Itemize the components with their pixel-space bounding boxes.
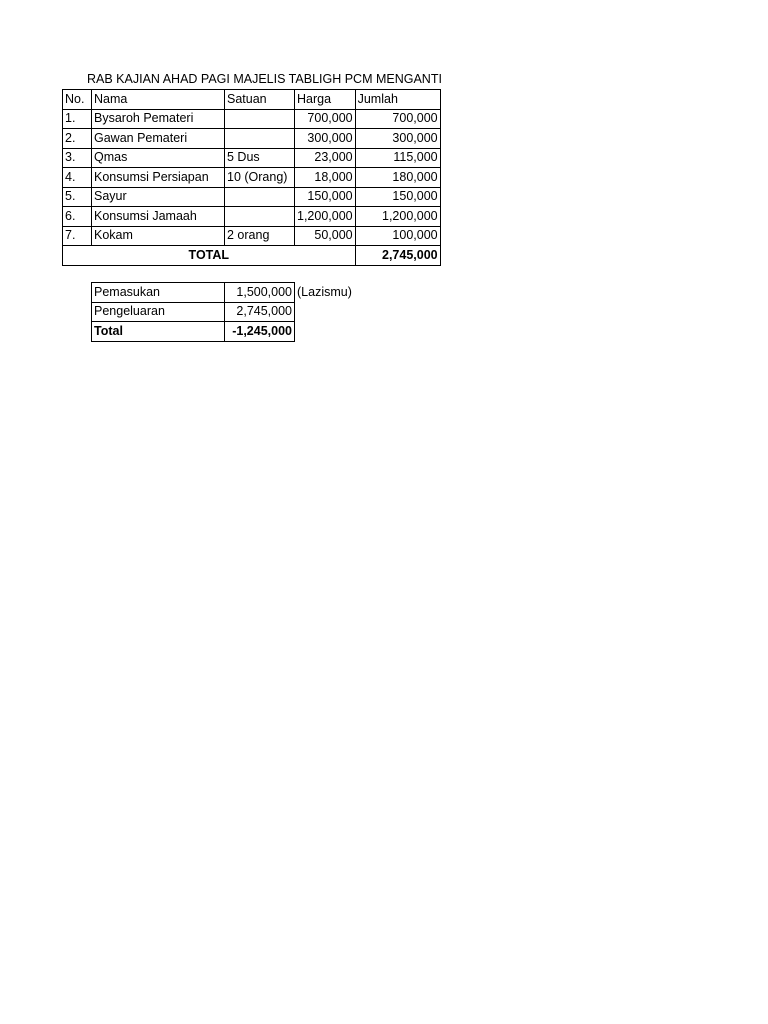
- income-value[interactable]: 1,500,000: [225, 283, 295, 303]
- cell-nama[interactable]: Sayur: [92, 187, 225, 207]
- header-satuan[interactable]: Satuan: [225, 90, 295, 110]
- cell-satuan[interactable]: 10 (Orang): [225, 168, 295, 188]
- cell-satuan[interactable]: [225, 129, 295, 149]
- cell-nama[interactable]: Kokam: [92, 226, 225, 246]
- cell-harga[interactable]: 18,000: [295, 168, 356, 188]
- cell-harga[interactable]: 700,000: [295, 109, 356, 129]
- summary-row-income: [92, 283, 295, 303]
- summary-total-value[interactable]: -1,245,000: [225, 322, 295, 342]
- cell-satuan[interactable]: [225, 187, 295, 207]
- cell-jumlah[interactable]: 100,000: [355, 226, 440, 246]
- total-row: [63, 246, 441, 266]
- cell-no[interactable]: 2.: [63, 129, 92, 149]
- total-value[interactable]: 2,745,000: [355, 246, 440, 266]
- header-jumlah[interactable]: Jumlah: [355, 90, 440, 110]
- cell-harga[interactable]: 50,000: [295, 226, 356, 246]
- cell-satuan[interactable]: 2 orang: [225, 226, 295, 246]
- table-row: [63, 148, 441, 168]
- table-row: [63, 226, 441, 246]
- budget-table: [62, 89, 441, 266]
- cell-nama[interactable]: Qmas: [92, 148, 225, 168]
- cell-no[interactable]: 3.: [63, 148, 92, 168]
- table-header-row: [63, 90, 441, 110]
- cell-no[interactable]: 1.: [63, 109, 92, 129]
- cell-harga[interactable]: 1,200,000: [295, 207, 356, 227]
- summary-row-expense: [92, 302, 295, 322]
- cell-nama[interactable]: Bysaroh Pemateri: [92, 109, 225, 129]
- cell-no[interactable]: 5.: [63, 187, 92, 207]
- cell-jumlah[interactable]: 180,000: [355, 168, 440, 188]
- expense-label[interactable]: Pengeluaran: [92, 302, 225, 322]
- cell-jumlah[interactable]: 150,000: [355, 187, 440, 207]
- table-row: [63, 207, 441, 227]
- total-label[interactable]: TOTAL: [63, 246, 356, 266]
- cell-nama[interactable]: Konsumsi Jamaah: [92, 207, 225, 227]
- header-no[interactable]: No.: [63, 90, 92, 110]
- table-row: [63, 168, 441, 188]
- sheet-title: RAB KAJIAN AHAD PAGI MAJELIS TABLIGH PCM MENGANTI: [87, 72, 442, 86]
- cell-harga[interactable]: 23,000: [295, 148, 356, 168]
- cell-nama[interactable]: Konsumsi Persiapan: [92, 168, 225, 188]
- cell-no[interactable]: 6.: [63, 207, 92, 227]
- income-label[interactable]: Pemasukan: [92, 283, 225, 303]
- income-source-note[interactable]: (Lazismu): [297, 285, 352, 299]
- summary-table: [91, 282, 295, 342]
- cell-satuan[interactable]: 5 Dus: [225, 148, 295, 168]
- cell-jumlah[interactable]: 115,000: [355, 148, 440, 168]
- table-row: [63, 187, 441, 207]
- cell-nama[interactable]: Gawan Pemateri: [92, 129, 225, 149]
- cell-jumlah[interactable]: 700,000: [355, 109, 440, 129]
- cell-satuan[interactable]: [225, 109, 295, 129]
- header-harga[interactable]: Harga: [295, 90, 356, 110]
- cell-jumlah[interactable]: 300,000: [355, 129, 440, 149]
- table-row: [63, 129, 441, 149]
- expense-value[interactable]: 2,745,000: [225, 302, 295, 322]
- header-nama[interactable]: Nama: [92, 90, 225, 110]
- summary-total-row: [92, 322, 295, 342]
- cell-harga[interactable]: 300,000: [295, 129, 356, 149]
- cell-no[interactable]: 4.: [63, 168, 92, 188]
- table-row: [63, 109, 441, 129]
- cell-jumlah[interactable]: 1,200,000: [355, 207, 440, 227]
- cell-no[interactable]: 7.: [63, 226, 92, 246]
- cell-satuan[interactable]: [225, 207, 295, 227]
- summary-total-label[interactable]: Total: [92, 322, 225, 342]
- cell-harga[interactable]: 150,000: [295, 187, 356, 207]
